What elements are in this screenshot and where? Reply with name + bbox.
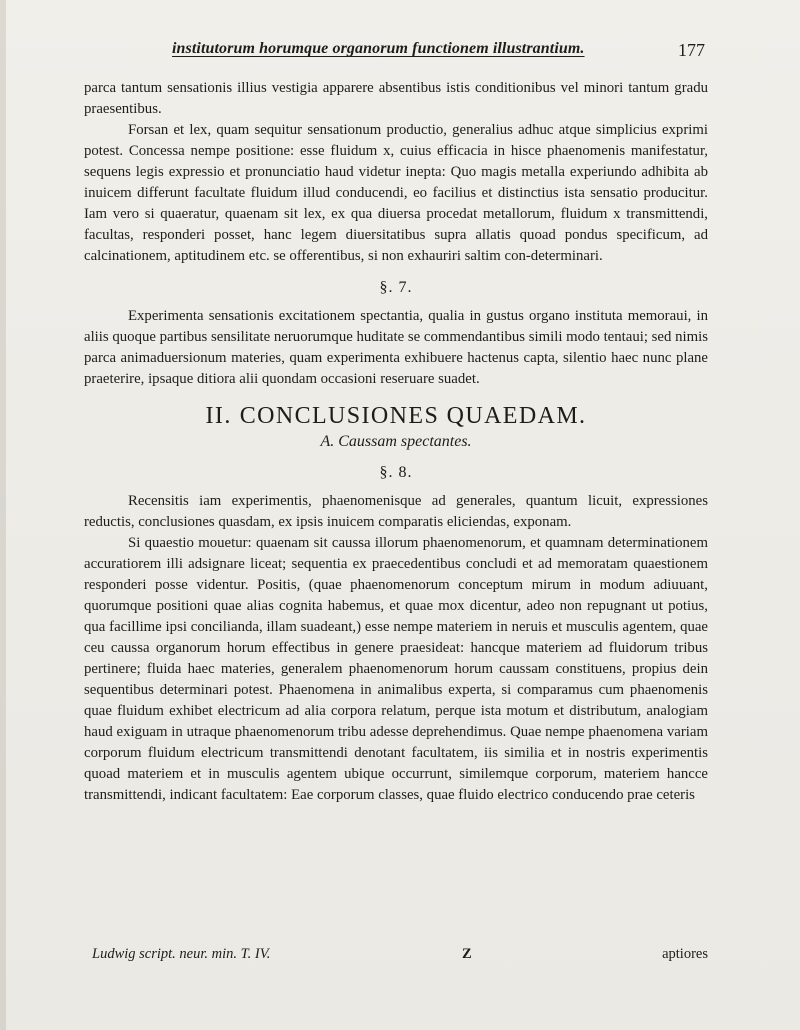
chapter-subheading: A. Caussam spectantes.: [320, 433, 472, 450]
chapter-heading: [84, 403, 708, 429]
chapter-numeral: II.: [205, 403, 232, 429]
page-binding-shadow: [0, 0, 6, 1030]
section-8-mark: §. 8.: [379, 464, 413, 481]
page-body: [84, 78, 708, 806]
section-8-paragraph-1: Recensitis iam experimentis, phaenomenisque ad generales, quantum licuit, expressiones reductis, conclusiones quasdam, ex ipsis inuicem comparatis eliciendas, exponam.: [84, 493, 708, 530]
section-7-mark: §. 7.: [379, 279, 413, 296]
section-8-paragraph-2: Si quaestio mouetur: quaenam sit caussa illorum phaenomenorum, et quamnam determinationem accuratiorem illi adsignare liceat; sequentia ex praecedentibus concludi et ad memoratam quaestionem responderi posse videntur. Positis, (quae phaenomenorum conceptum mirum in modum adiuuant, quorumque positioni quae alias cognita habemus, et quae mox dicentur, adeo non repugnant ut potius, qua facillime ipsi concilianda, illam suadeant,) esse nempe materiem in neruis et musculis agentem, quae ceu caussa organorum horum effectibus in genere praesideat: hancque materiem ad fluidorum tribus pertinere; fluida haec materies, generalem phaenomenorum horum caussam constituens, propius dein sequentibus determinari potest. Phaenomena in animalibus experta, si comparamus cum phaenomenis quae fluidum exhibet electricum ad alia corpora relatum, perque ista motum et distributum, analogiam haud exiguam in utraque phaenomenorum tribu adesse deprehendimus. Quae nempe phaenomena variam corporum fluidum electricum transmittendi denotant facultatem, iis similia et in nostris experimentis quoad materiem et in musculis agentem ubique occurrunt, similemque corporum, materiem hancce transmittendi, indicant facultatem: Eae corporum classes, quae fluido electrico conducendo prae ceteris: [84, 535, 708, 803]
footer-catchword: aptiores: [662, 946, 708, 962]
section-7-paragraph: Experimenta sensationis excitationem spectantia, qualia in gustus organo instituta memoraui, in aliis quoque partibus sensilitate neruorumque huditate se commendantibus simili modo tentaui; sed nimis parca animaduersionum materies, quam experimenta exhibuere hactenus capta, silentio haec nunc plane praeterire, ipsaque ditiora alii quondam occasioni reseruare suadet.: [84, 308, 708, 387]
page-number: 177: [678, 40, 705, 60]
page-footer: [92, 946, 708, 968]
page-header: [60, 36, 705, 64]
chapter-title: CONCLUSIONES QUAEDAM.: [239, 403, 587, 429]
footer-signature: Ludwig script. neur. min. T. IV.: [92, 946, 271, 962]
paragraph-continuation: parca tantum sensationis illius vestigia apparere absentibus istis conditionibus vel minori tantum gradu praesentibus.: [84, 80, 708, 117]
footer-sheet-mark: Z: [462, 946, 472, 962]
paragraph-lex: Forsan et lex, quam sequitur sensationum productio, generalius adhuc atque simplicius exprimi potest. Concessa nempe positione: esse fluidum x, cuius efficacia in hisce phaenomenis manifestatur, sequens legis expressio et pronunciatio haud videtur inepta: Quo magis metalla experiundo adhibita ab inuicem differunt facultate fluidum illud conducendi, eo facilius et distinctius ista sensatio producitur. Iam vero si quaeratur, quaenam sit lex, ex qua diuersa procedat metallorum, fluidum x transmittendi, facultas, responderi posset, hanc legem diuersitatibus supra allatis quoad pondus specificum, ad calcinationem, aptitudinem etc. se offerentibus, si non exhauriri saltim con-determinari.: [84, 122, 708, 264]
running-title: institutorum horumque organorum functionem illustrantium.: [172, 40, 585, 57]
